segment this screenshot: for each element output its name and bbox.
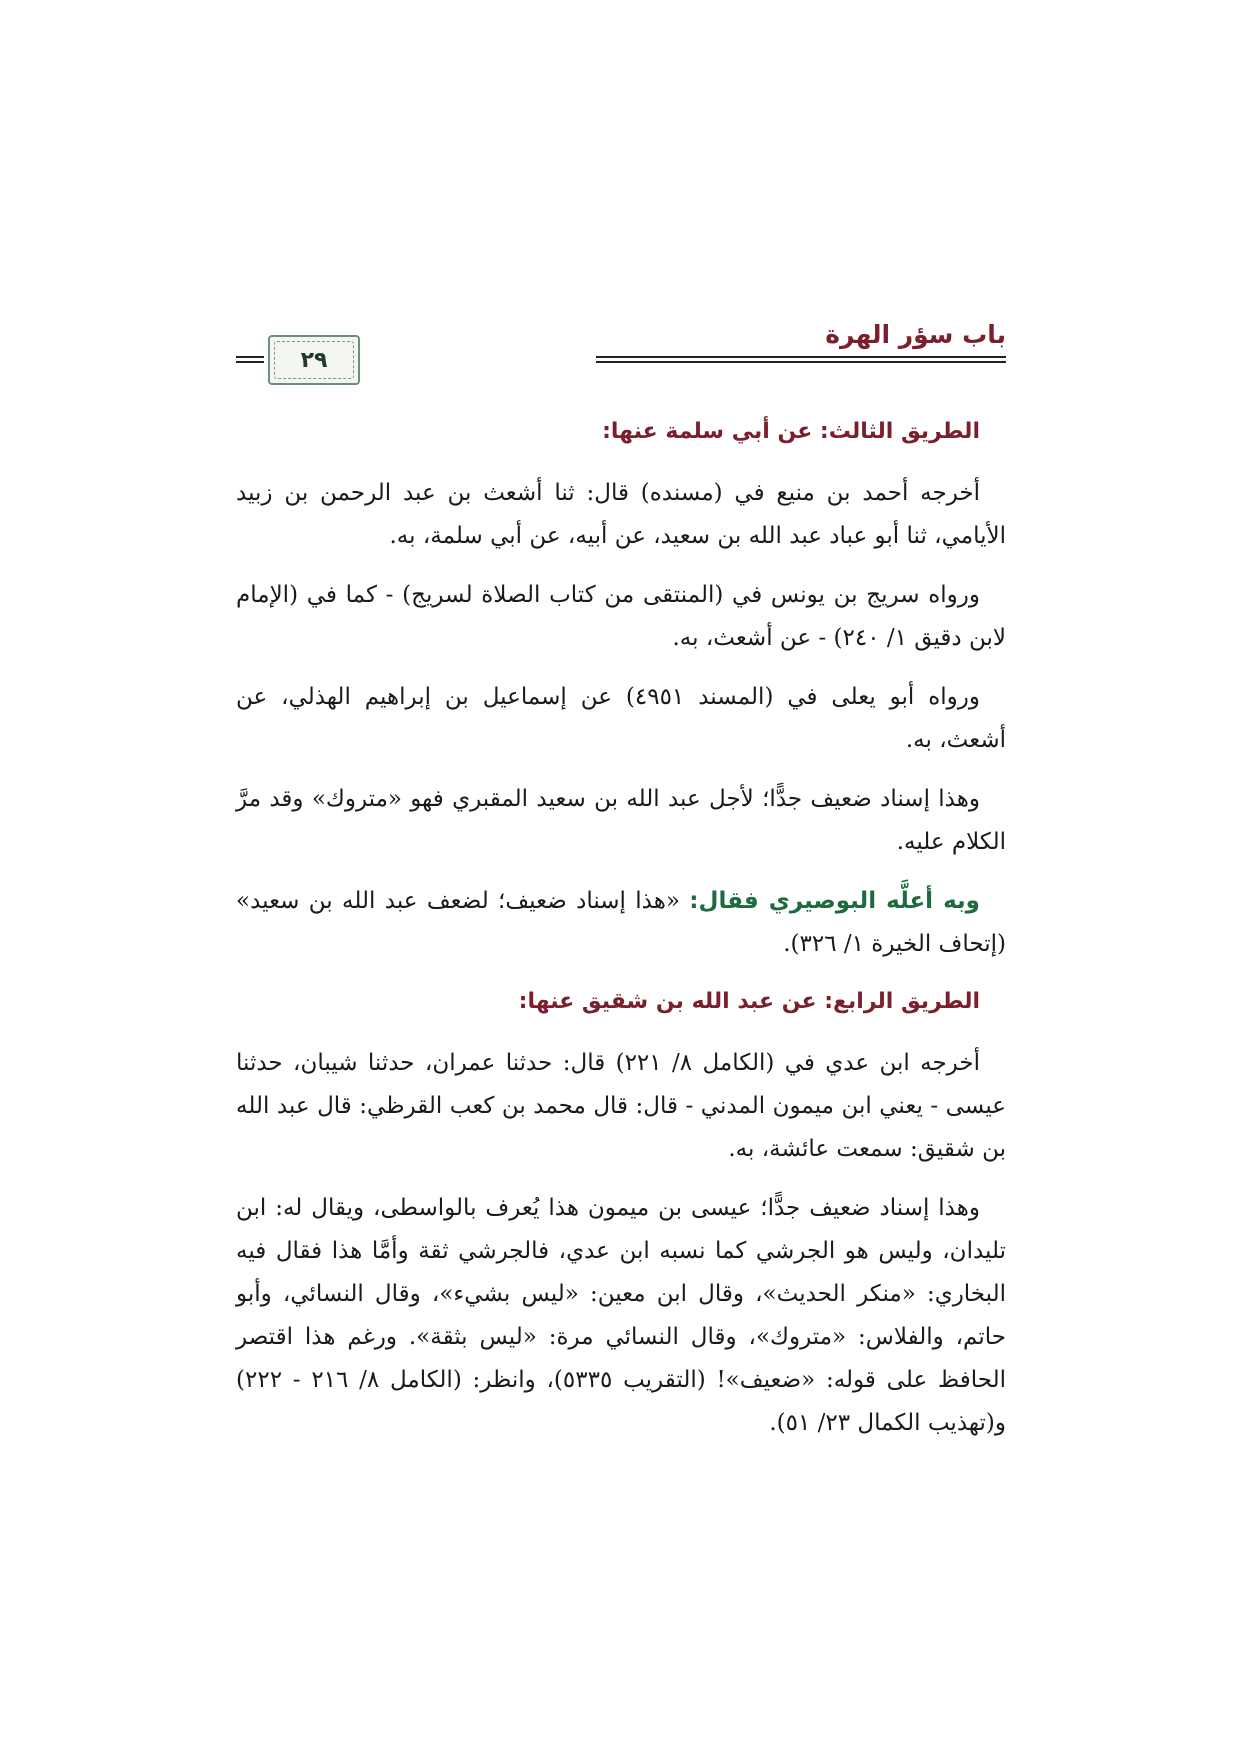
page-number-badge (268, 335, 360, 385)
paragraph: وهذا إسناد ضعيف جدًّا؛ لأجل عبد الله بن سعيد المقبري فهو «متروك» وقد مرَّ الكلام عليه. (236, 786, 1006, 855)
header-double-rule-left (236, 356, 264, 363)
highlighted-lead: وبه أعلَّه البوصيري فقال: (689, 888, 980, 914)
paragraph-text: «هذا إسناد ضعيف؛ لضعف عبد الله بن سعيد» (إتحاف الخيرة ١/ ٣٢٦). (236, 888, 1006, 957)
page-header (236, 300, 1006, 390)
paragraph: ورواه أبو يعلى في (المسند ٤٩٥١) عن إسماعيل بن إبراهيم الهذلي، عن أشعث، به. (236, 684, 1006, 753)
paragraph: أخرجه أحمد بن منيع في (مسنده) قال: ثنا أشعث بن عبد الرحمن بن زبيد الأيامي، ثنا أبو عباد عبد الله بن سعيد، عن أبيه، عن أبي سلمة، به. (236, 480, 1006, 549)
section-heading-fourth-route: الطريق الرابع: عن عبد الله بن شقيق عنها: (518, 989, 980, 1014)
chapter-title: باب سؤر الهرة (825, 320, 1006, 349)
paragraph (236, 880, 1006, 966)
page-number: ٢٩ (300, 347, 328, 373)
header-double-rule (596, 356, 1006, 363)
paragraph: ورواه سريج بن يونس في (المنتقى من كتاب الصلاة لسريج) - كما في (الإمام لابن دقيق ١/ ٢٤٠) - عن أشعث، به. (236, 582, 1006, 651)
paragraph: وهذا إسناد ضعيف جدًّا؛ عيسى بن ميمون هذا يُعرف بالواسطى، ويقال له: ابن تليدان، وليس هو الجرشي كما نسبه ابن عدي، فالجرشي ثقة وأمَّا هذا فقال فيه البخاري: «منكر الحديث»، وقال ابن معين: «ليس بشيء»، وقال النسائي، وأبو حاتم، والفلاس: «متروك»، وقال النسائي مرة: «ليس بثقة». ورغم هذا اقتصر الحافظ على قوله: «ضعيف»! (التقريب ٥٣٣٥)، وانظر: (الكامل ٨/ ٢١٦ - ٢٢٢) و(تهذيب الكمال ٢٣/ ٥١). (236, 1195, 1006, 1436)
section-heading-third-route: الطريق الثالث: عن أبي سلمة عنها: (602, 419, 980, 444)
paragraph: أخرجه ابن عدي في (الكامل ٨/ ٢٢١) قال: حدثنا عمران، حدثنا شيبان، حدثنا عيسى - يعني ابن ميمون المدني - قال: قال محمد بن كعب القرظي: قال عبد الله بن شقيق: سمعت عائشة، به. (236, 1050, 1006, 1162)
page-body (236, 412, 1006, 1445)
